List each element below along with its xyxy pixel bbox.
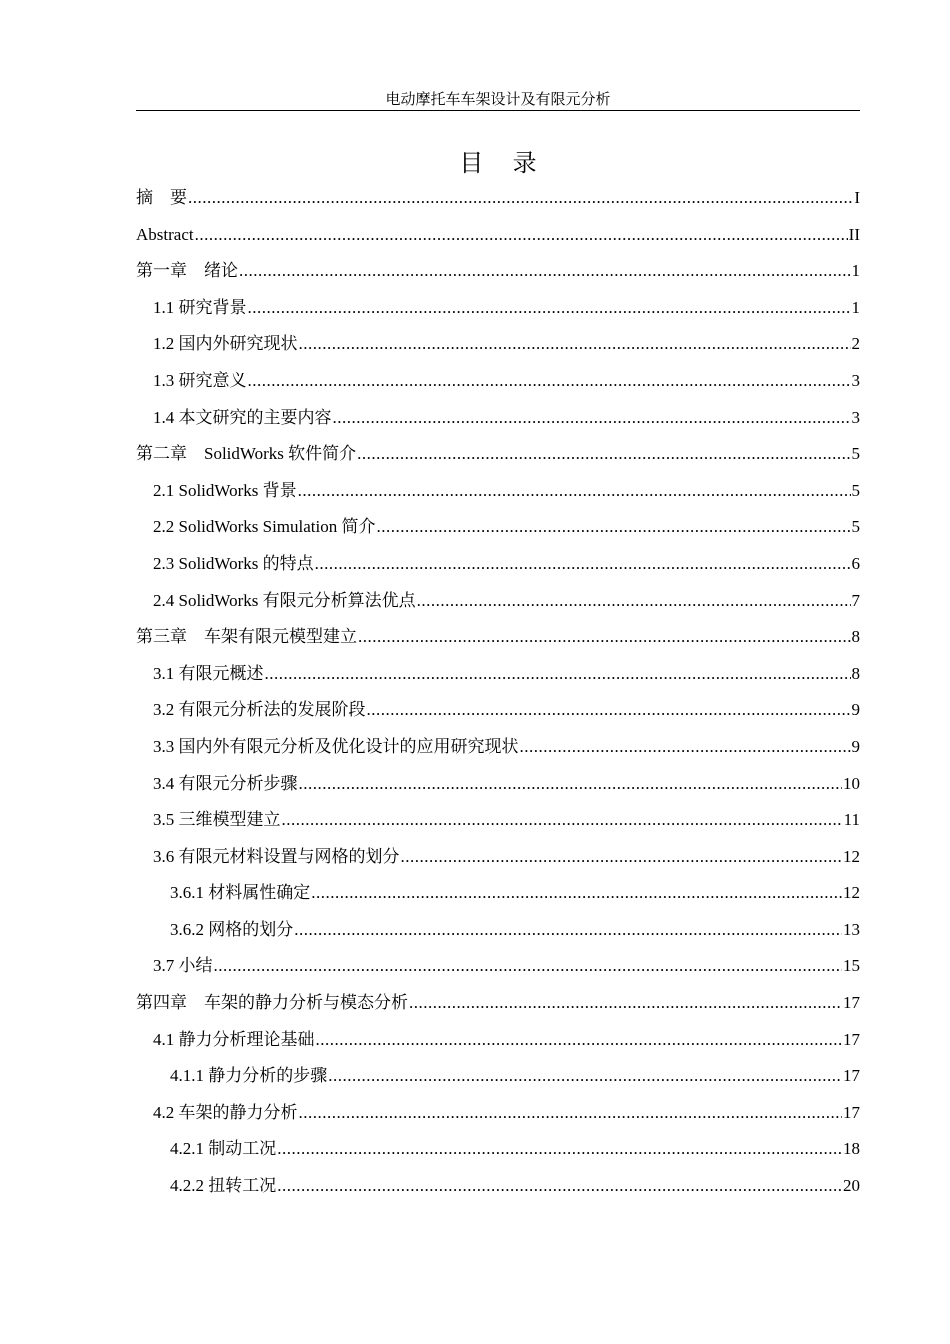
toc-entry[interactable] (136, 1022, 860, 1059)
toc-entry-label: 3.7 小结 (153, 956, 213, 976)
running-header (136, 90, 860, 111)
toc-leader-dots (214, 948, 843, 985)
toc-entry-label: 2.4 SolidWorks 有限元分析算法优点 (153, 590, 416, 610)
toc-entry[interactable] (136, 619, 860, 656)
toc-entry-page: 8 (851, 663, 860, 683)
toc-entry-label: 摘 要 (136, 188, 187, 207)
toc-entry-label: 2.1 SolidWorks 背景 (153, 480, 297, 500)
toc-entry-page: 12 (843, 883, 860, 903)
toc-leader-dots (333, 400, 851, 437)
toc-entry-label: Abstract (136, 224, 194, 244)
toc-entry-label: 1.2 国内外研究现状 (153, 334, 298, 354)
toc-entry-label: 3.4 有限元分析步骤 (153, 773, 298, 793)
toc-entry-label: 第一章 绪论 (136, 261, 238, 281)
toc-entry-label: 4.2.1 制动工况 (170, 1139, 277, 1159)
toc-entry-label: 3.2 有限元分析法的发展阶段 (153, 700, 366, 720)
toc-entry-page: 17 (843, 1102, 860, 1122)
toc-leader-dots (520, 729, 851, 766)
toc-entry-page: 7 (851, 590, 860, 610)
toc-entry-page: 3 (851, 407, 860, 427)
toc-entry-page: 5 (851, 480, 860, 500)
toc-entry[interactable] (136, 912, 860, 949)
toc-entry-page: 9 (851, 700, 860, 720)
toc-title: 目 录 (459, 149, 548, 177)
toc-leader-dots (376, 509, 850, 546)
toc-entry-page: 13 (843, 919, 860, 939)
toc-entry[interactable] (136, 766, 860, 803)
toc-entry-label: 第四章 车架的静力分析与模态分析 (136, 993, 408, 1013)
toc-entry[interactable] (136, 692, 860, 729)
toc-entry-page: 18 (843, 1139, 860, 1159)
toc-entry[interactable] (136, 363, 860, 400)
toc-entry-label: 3.6.1 材料属性确定 (170, 883, 311, 903)
toc-entry-label: 2.3 SolidWorks 的特点 (153, 553, 314, 573)
toc-entry-page: 9 (851, 736, 860, 756)
toc-entry[interactable] (136, 326, 860, 363)
toc-leader-dots (294, 912, 842, 949)
toc-entry-page: 5 (851, 517, 860, 537)
toc-leader-dots (401, 839, 843, 876)
toc-entry[interactable] (136, 180, 860, 217)
toc-leader-dots (277, 1168, 842, 1205)
toc-leader-dots (195, 217, 848, 254)
toc-entry-page: II (848, 224, 860, 244)
toc-entry-label: 1.4 本文研究的主要内容 (153, 407, 332, 427)
toc-leader-dots (299, 1095, 843, 1132)
toc-entry-page: 17 (843, 1066, 860, 1086)
toc-leader-dots (367, 692, 851, 729)
toc-entry-label: 3.5 三维模型建立 (153, 810, 281, 830)
toc-entry[interactable] (136, 1095, 860, 1132)
toc-leader-dots (299, 326, 851, 363)
toc-entry[interactable] (136, 875, 860, 912)
toc-leader-dots (357, 436, 850, 473)
toc-entry[interactable] (136, 583, 860, 620)
toc-leader-dots (409, 985, 842, 1022)
toc-entry[interactable] (136, 253, 860, 290)
toc-leader-dots (417, 583, 851, 620)
toc-entry-page: 12 (843, 846, 860, 866)
toc-list (136, 180, 860, 1205)
toc-entry-label: 3.1 有限元概述 (153, 663, 264, 683)
toc-entry[interactable] (136, 948, 860, 985)
toc-entry-page: 3 (851, 370, 860, 390)
toc-entry[interactable] (136, 436, 860, 473)
toc-entry-page: 15 (843, 956, 860, 976)
toc-leader-dots (265, 656, 851, 693)
toc-entry-page: 17 (843, 993, 860, 1013)
toc-leader-dots (277, 1131, 842, 1168)
toc-leader-dots (248, 363, 851, 400)
toc-entry-label: 3.6 有限元材料设置与网格的划分 (153, 846, 400, 866)
running-header-title: 电动摩托车车架设计及有限元分析 (385, 92, 611, 108)
toc-leader-dots (282, 802, 843, 839)
toc-entry-label: 4.1 静力分析理论基础 (153, 1029, 315, 1049)
toc-entry-label: 4.1.1 静力分析的步骤 (170, 1066, 328, 1086)
toc-leader-dots (315, 546, 851, 583)
toc-entry-page: 5 (851, 444, 860, 464)
toc-entry[interactable] (136, 802, 860, 839)
toc-leader-dots (316, 1022, 843, 1059)
toc-entry-page: 20 (843, 1176, 860, 1196)
toc-entry-page: 1 (851, 297, 860, 317)
toc-entry[interactable] (136, 1131, 860, 1168)
toc-entry[interactable] (136, 729, 860, 766)
toc-entry-page: I (854, 188, 860, 207)
toc-entry[interactable] (136, 400, 860, 437)
toc-entry-label: 3.6.2 网格的划分 (170, 919, 294, 939)
toc-leader-dots (358, 619, 851, 656)
toc-entry-label: 第三章 车架有限元模型建立 (136, 627, 357, 647)
toc-leader-dots (311, 875, 842, 912)
toc-entry-label: 4.2 车架的静力分析 (153, 1102, 298, 1122)
toc-entry-page: 2 (851, 334, 860, 354)
toc-entry-page: 10 (843, 773, 860, 793)
toc-entry[interactable] (136, 473, 860, 510)
toc-entry-page: 11 (843, 810, 860, 830)
toc-leader-dots (328, 1058, 842, 1095)
toc-entry-label: 3.3 国内外有限元分析及优化设计的应用研究现状 (153, 736, 519, 756)
toc-entry[interactable] (136, 985, 860, 1022)
toc-leader-dots (299, 766, 843, 803)
toc-entry[interactable] (136, 1168, 860, 1205)
toc-entry-label: 2.2 SolidWorks Simulation 简介 (153, 517, 376, 537)
toc-leader-dots (239, 253, 851, 290)
toc-entry-label: 4.2.2 扭转工况 (170, 1176, 277, 1196)
toc-leader-dots (248, 290, 851, 327)
toc-entry-page: 1 (851, 261, 860, 281)
toc-entry-label: 第二章 SolidWorks 软件简介 (136, 444, 357, 464)
toc-entry-label: 1.3 研究意义 (153, 370, 247, 390)
toc-entry[interactable] (136, 546, 860, 583)
toc-entry[interactable] (136, 217, 860, 254)
toc-entry-label: 1.1 研究背景 (153, 297, 247, 317)
toc-entry-page: 17 (843, 1029, 860, 1049)
toc-entry[interactable] (136, 509, 860, 546)
toc-leader-dots (298, 473, 851, 510)
toc-entry[interactable] (136, 839, 860, 876)
toc-entry[interactable] (136, 290, 860, 327)
toc-leader-dots (188, 180, 853, 217)
toc-entry-page: 8 (851, 627, 860, 647)
toc-entry[interactable] (136, 1058, 860, 1095)
toc-entry[interactable] (136, 656, 860, 693)
toc-entry-page: 6 (851, 553, 860, 573)
